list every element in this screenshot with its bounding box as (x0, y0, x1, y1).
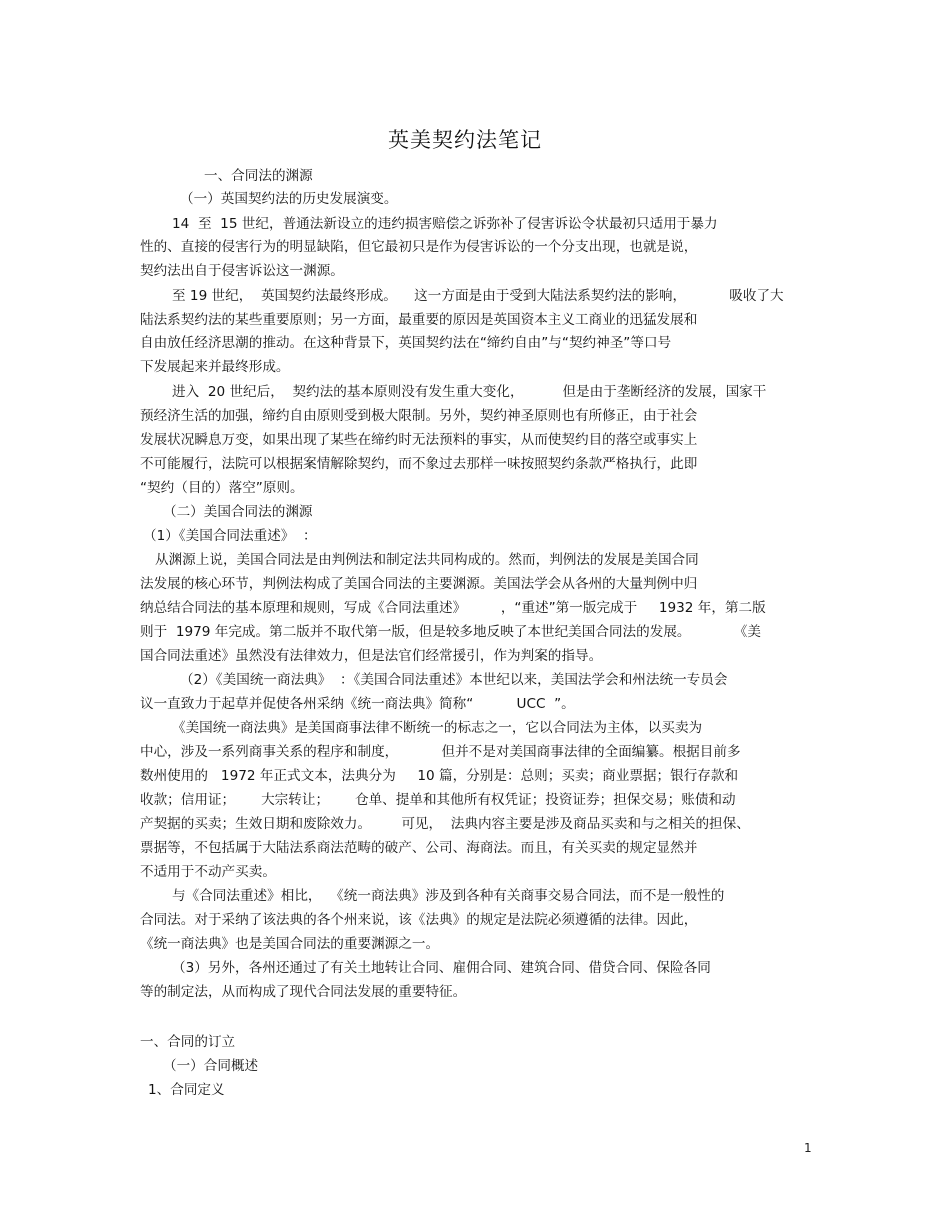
text-line: 下发展起来并最终形成。 (140, 359, 290, 375)
text-line: 性的、直接的侵害行为的明显缺陷，但它最初只是作为侵害诉讼的一个分支出现，也就是说， (140, 239, 698, 255)
text-line: 《美国统一商法典》是美国商事法律不断统一的标志之一，它以合同法为主体，以买卖为 (172, 720, 703, 736)
text-line: 中心，涉及一系列商事关系的程序和制度， 但并不是对美国商事法律的全面编纂。根据目前多 (140, 744, 741, 760)
text-line: “契约（目的）落空”原则。 (140, 480, 304, 496)
text-line: 《统一商法典》也是美国合同法的重要渊源之一。 (140, 936, 440, 952)
text-line: 陆法系契约法的某些重要原则；另一方面，最重要的原因是英国资本主义工商业的迅猛发展和 (140, 312, 698, 328)
text-line: 一、合同的订立 (140, 1034, 236, 1050)
text-line: 14 至 15 世纪，普通法新设立的违约损害赔偿之诉弥补了侵害诉讼令状最初只适用于暴力 (172, 216, 718, 232)
text-line: 与《合同法重述》相比， 《统一商法典》涉及到各种有关商事交易合同法，而不是一般性的 (172, 888, 725, 904)
text-line: 票据等，不包括属于大陆法系商法范畴的破产、公司、海商法。而且，有关买卖的规定显然并 (140, 840, 698, 856)
text-line: 至 19 世纪， 英国契约法最终形成。 这一方面是由于受到大陆法系契约法的影响， 吸收了大 (172, 288, 784, 304)
text-line: （2）《美国统一商法典》 ：《美国合同法重述》本世纪以来，美国法学会和州法统一专员会 (180, 672, 728, 688)
text-line: 进入 20 世纪后， 契约法的基本原则没有发生重大变化， 但是由于垄断经济的发展，国家干 (172, 384, 767, 400)
text-line: 1、合同定义 (148, 1082, 225, 1098)
text-line: （一）合同概述 (163, 1058, 259, 1074)
text-line: 纳总结合同法的基本原理和规则，写成《合同法重述》 ，“重述”第一版完成于 1932 年，第二版 (140, 600, 766, 616)
text-line: 收款；信用证； 大宗转让； 仓单、提单和其他所有权凭证；投资证券；担保交易；账债和动 (140, 792, 736, 808)
text-line: （3）另外，各州还通过了有关土地转让合同、雇佣合同、建筑合同、借贷合同、保险各同 (172, 960, 711, 976)
text-line: 数州使用的 1972 年正式文本，法典分为 10 篇，分别是：总则；买卖；商业票据；银行存款和 (140, 768, 739, 784)
text-line: （1）《美国合同法重述》 ： (143, 528, 317, 544)
text-line: 从渊源上说，美国合同法是由判例法和制定法共同构成的。然而，判例法的发展是美国合同 (155, 552, 699, 568)
text-line: 议一直致力于起草并促使各州采纳《统一商法典》简称“ UCC ”。 (140, 696, 575, 712)
text-line: 不适用于不动产买卖。 (140, 864, 276, 880)
text-line: 产契据的买卖；生效日期和废除效力。 可见， 法典内容主要是涉及商品买卖和与之相关的担保、 (140, 816, 750, 832)
text-line: 则于 1979 年完成。第二版并不取代第一版，但是较多地反映了本世纪美国合同法的发展。 《美 (140, 624, 761, 640)
text-line: （一）英国契约法的历史发展演变。 (180, 191, 398, 207)
text-line: （二）美国合同法的渊源 (163, 504, 313, 520)
text-line: 等的制定法，从而构成了现代合同法发展的重要特征。 (140, 984, 467, 1000)
document-title: 英美契约法笔记 (388, 128, 542, 152)
text-line: 合同法。对于采纳了该法典的各个州来说，该《法典》的规定是法院必须遵循的法律。因此， (140, 912, 698, 928)
text-line: 国合同法重述》虽然没有法律效力，但是法官们经常援引，作为判案的指导。 (140, 648, 603, 664)
text-line: 发展状况瞬息万变，如果出现了某些在缔约时无法预料的事实，从而使契约目的落空或事实上 (140, 432, 698, 448)
text-line: 不可能履行，法院可以根据案情解除契约，而不象过去那样一味按照契约条款严格执行，此即 (140, 456, 698, 472)
page-number: 1 (804, 1141, 812, 1155)
text-line: 一、合同法的渊源 (204, 168, 313, 184)
text-line: 法发展的核心环节，判例法构成了美国合同法的主要渊源。美国法学会从各州的大量判例中归 (140, 576, 698, 592)
text-line: 自由放任经济思潮的推动。在这种背景下，英国契约法在“缔约自由”与“契约神圣”等口号 (140, 335, 672, 351)
text-line: 预经济生活的加强，缔约自由原则受到极大限制。另外，契约神圣原则也有所修正，由于社会 (140, 408, 698, 424)
text-line: 契约法出自于侵害诉讼这一渊源。 (140, 263, 344, 279)
